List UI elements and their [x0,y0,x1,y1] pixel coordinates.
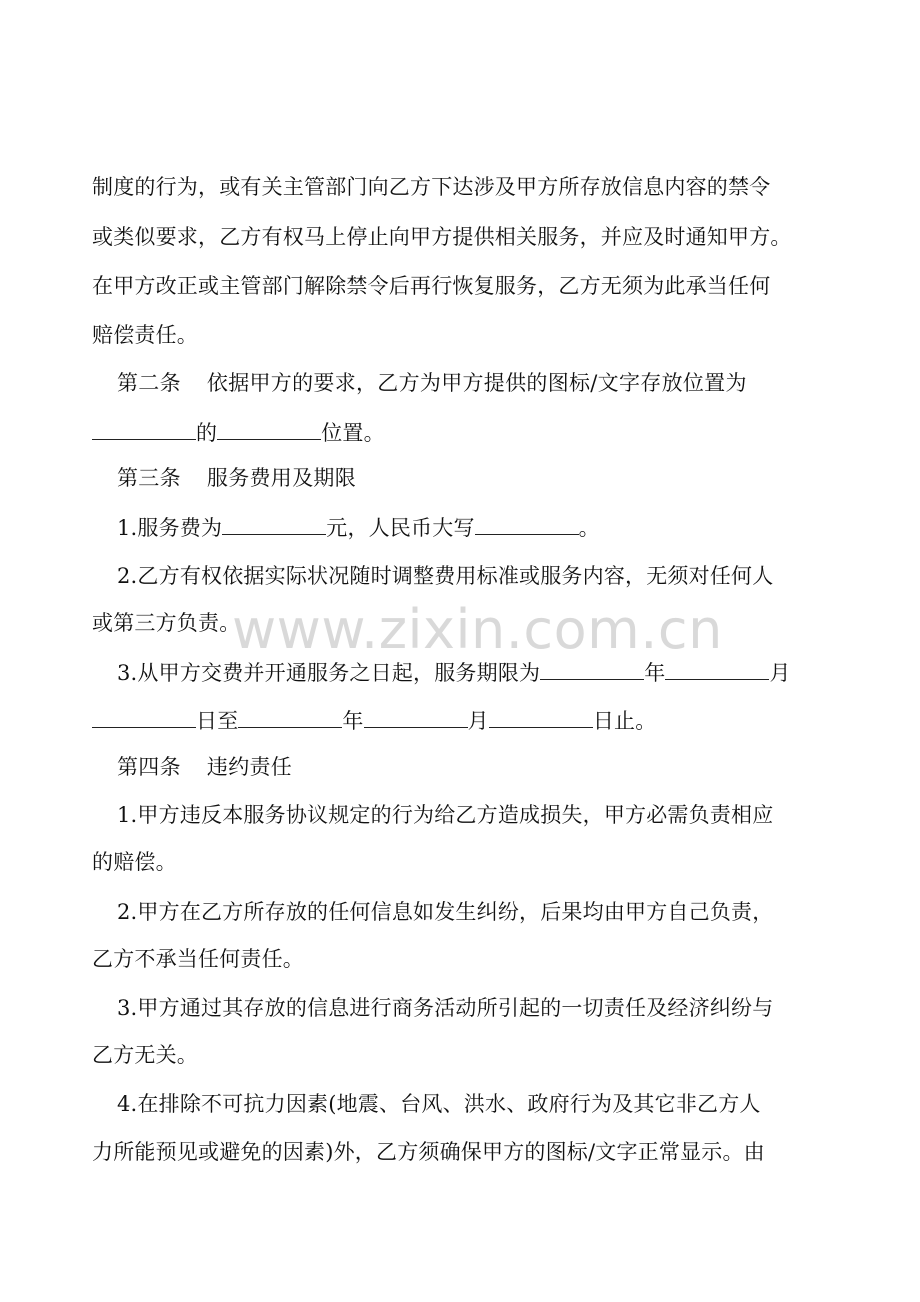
article-3-item-3 [117,657,837,688]
article-2-text: 依据甲方的要求，乙方为甲方提供的图标/文字存放位置为 [206,371,747,395]
watermark: www.zixin.com.cn [232,598,723,661]
article-2-title: 第二条 [117,371,181,395]
fill-blank[interactable] [238,705,342,728]
article-3-item-1 [117,512,837,543]
text-fragment: 元，人民币大写 [326,516,475,540]
fill-blank[interactable] [222,512,326,535]
article-3-title: 第三条 [117,466,181,490]
article-4-heading [117,752,837,782]
text-fragment: 月 [769,661,791,685]
paragraph-line: 在甲方改正或主管部门解除禁令后再行恢复服务，乙方无须为此承当任何 [92,274,771,298]
article-3-heading [117,463,837,493]
article-4-item-3-cont: 乙方无关。 [92,1043,198,1067]
text-fragment: 位置。 [321,421,385,445]
article-4-item-1-cont: 的赔偿。 [92,850,177,874]
article-4-item-2: 2.甲方在乙方所存放的任何信息如发生纠纷，后果均由甲方自己负责， [117,900,774,924]
text-fragment: 日至 [196,709,239,733]
fill-blank[interactable] [217,417,321,440]
article-2-line [117,368,837,398]
article-4-item-4-cont: 力所能预见或避免的因素)外，乙方须确保甲方的图标/文字正常显示。由 [92,1140,765,1164]
article-2-line-2 [92,417,837,448]
fill-blank[interactable] [92,417,196,440]
article-4-item-3: 3.甲方通过其存放的信息进行商务活动所引起的一切责任及经济纠纷与 [117,996,774,1020]
fill-blank[interactable] [475,512,579,535]
article-4-heading-text: 违约责任 [206,755,293,779]
fill-blank[interactable] [92,705,196,728]
article-3-item-2: 2.乙方有权依据实际状况随时调整费用标准或服务内容，无须对任何人 [117,564,774,588]
article-4-title: 第四条 [117,755,181,779]
text-fragment: 3.从甲方交费并开通服务之日起，服务期限为 [117,661,541,685]
article-4-item-4: 4.在排除不可抗力因素(地震、台风、洪水、政府行为及其它非乙方人 [117,1092,761,1116]
article-3-item-3-cont [92,705,837,736]
text-fragment: 月 [467,709,489,733]
text-fragment: 的 [196,421,218,445]
text-fragment: 日止。 [592,709,657,733]
article-4-item-1: 1.甲方违反本服务协议规定的行为给乙方造成损失，甲方必需负责相应 [117,803,774,827]
text-fragment: 。 [578,516,600,540]
article-3-item-2-cont: 或第三方负责。 [92,611,241,635]
fill-blank[interactable] [489,705,593,728]
text-fragment: 年 [644,661,666,685]
paragraph-line: 赔偿责任。 [92,323,198,347]
text-fragment: 年 [342,709,364,733]
text-fragment: 1.服务费为 [117,516,223,540]
article-3-heading-text: 服务费用及期限 [206,466,357,490]
paragraph-line: 或类似要求，乙方有权马上停止向甲方提供相关服务，并应及时通知甲方。 [92,225,792,249]
article-4-item-2-cont: 乙方不承当任何责任。 [92,947,304,971]
fill-blank[interactable] [364,705,468,728]
paragraph-line: 制度的行为，或有关主管部门向乙方下达涉及甲方所存放信息内容的禁令 [92,175,771,199]
